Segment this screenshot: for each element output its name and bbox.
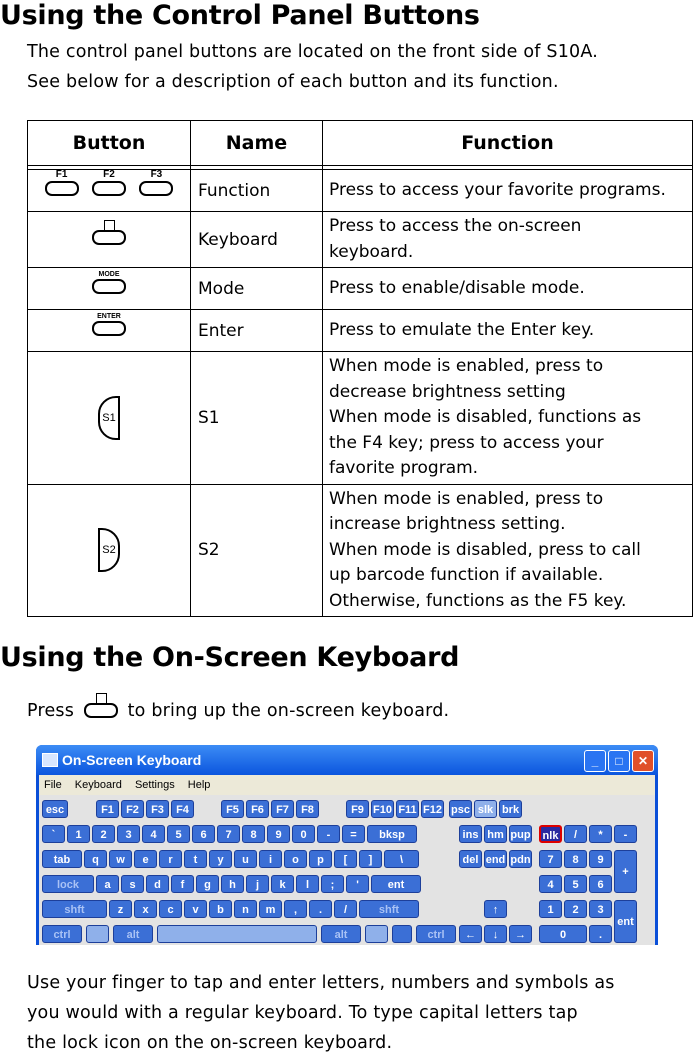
osk-key[interactable]: F4 <box>171 800 194 818</box>
osk-key[interactable]: ent <box>614 900 637 943</box>
osk-key[interactable]: 8 <box>242 825 265 843</box>
osk-key[interactable]: F12 <box>421 800 444 818</box>
intro-line-1: The control panel buttons are located on the front side of S10A. <box>27 42 599 62</box>
table-row <box>28 170 693 212</box>
osk-key[interactable]: x <box>134 900 157 918</box>
osk-key[interactable]: nlk <box>539 825 562 843</box>
osk-key[interactable]: F7 <box>271 800 294 818</box>
osk-key[interactable]: ctrl <box>42 925 82 943</box>
header-name: Name <box>191 121 323 166</box>
header-function: Function <box>323 121 693 166</box>
osk-key[interactable]: shft <box>42 900 107 918</box>
table-row <box>28 310 693 352</box>
row-function: Press to access the on-screen keyboard. <box>323 212 693 268</box>
buttons-table <box>27 120 693 617</box>
osk-key[interactable]: F8 <box>296 800 319 818</box>
osk-key[interactable]: psc <box>449 800 472 818</box>
intro-line-2: See below for a description of each button and its function. <box>27 72 559 92</box>
row-name: Mode <box>191 268 323 310</box>
osk-key[interactable]: e <box>134 850 157 868</box>
osk-key[interactable]: tab <box>42 850 82 868</box>
osk-key[interactable]: 9 <box>589 850 612 868</box>
osk-key[interactable]: i <box>259 850 282 868</box>
osk-key[interactable]: / <box>334 900 357 918</box>
osk-key[interactable]: - <box>614 825 637 843</box>
osk-key[interactable]: [ <box>334 850 357 868</box>
menu-help[interactable]: Help <box>187 779 211 791</box>
osk-key[interactable]: ctrl <box>416 925 456 943</box>
osk-key[interactable]: slk <box>474 800 497 818</box>
outro-line-2: you would with a regular keyboard. To type capital letters tap <box>27 1003 578 1023</box>
osk-key[interactable]: g <box>196 875 219 893</box>
osk-key[interactable]: , <box>284 900 307 918</box>
osk-key[interactable]: esc <box>42 800 68 818</box>
row-function: When mode is enabled, press to decrease brightness setting When mode is disabled, functions as the F4 key; press to access your favorite program. <box>323 352 693 485</box>
osk-key[interactable]: m <box>259 900 282 918</box>
keyboard-app-icon <box>42 753 58 767</box>
row-name: S1 <box>191 352 323 485</box>
osk-key[interactable]: alt <box>321 925 361 943</box>
osk-key[interactable]: pup <box>509 825 532 843</box>
osk-key[interactable] <box>86 925 109 943</box>
outro-line-3: the lock icon on the on-screen keyboard. <box>27 1033 393 1053</box>
osk-key[interactable]: n <box>234 900 257 918</box>
osk-key[interactable]: . <box>309 900 332 918</box>
osk-key[interactable]: l <box>296 875 319 893</box>
osk-key[interactable]: p <box>309 850 332 868</box>
row-function: Press to access your favorite programs. <box>323 170 693 212</box>
osk-key[interactable]: ent <box>371 875 421 893</box>
osk-key[interactable]: w <box>109 850 132 868</box>
section-title-on-screen-keyboard: Using the On-Screen Keyboard <box>0 642 460 673</box>
row-function: Press to enable/disable mode. <box>323 268 693 310</box>
osk-key[interactable]: = <box>342 825 365 843</box>
osk-key[interactable]: end <box>484 850 507 868</box>
osk-key[interactable]: \ <box>384 850 419 868</box>
osk-key[interactable]: z <box>109 900 132 918</box>
table-header <box>28 121 693 166</box>
osk-key[interactable]: lock <box>42 875 94 893</box>
osk-key[interactable]: 1 <box>539 900 562 918</box>
osk-key[interactable]: 1 <box>67 825 90 843</box>
osk-key[interactable]: F1 <box>96 800 119 818</box>
osk-key[interactable]: v <box>184 900 207 918</box>
osk-key[interactable]: 0 <box>539 925 587 943</box>
osk-key[interactable]: ; <box>321 875 344 893</box>
osk-key[interactable]: 8 <box>564 850 587 868</box>
function-keys-icon: F1 F2 F3 <box>28 170 191 212</box>
osk-key[interactable]: 2 <box>564 900 587 918</box>
osk-key[interactable]: / <box>564 825 587 843</box>
osk-key[interactable]: shft <box>359 900 419 918</box>
osk-key[interactable]: F6 <box>246 800 269 818</box>
osk-key[interactable]: ← <box>459 925 482 943</box>
section-title-control-panel: Using the Control Panel Buttons <box>0 0 480 31</box>
osk-key[interactable]: alt <box>113 925 153 943</box>
intro-text <box>27 37 598 97</box>
osk-key[interactable]: ↑ <box>484 900 507 918</box>
row-function: Press to emulate the Enter key. <box>323 310 693 352</box>
enter-button-icon: ENTER <box>92 321 126 336</box>
keyboard-button-icon <box>84 703 118 718</box>
menu-file[interactable]: File <box>44 779 62 791</box>
row-name: Function <box>191 170 323 212</box>
minimize-button[interactable]: _ <box>584 750 606 772</box>
osk-key[interactable]: j <box>246 875 269 893</box>
osk-key[interactable]: q <box>84 850 107 868</box>
osk-key[interactable]: 7 <box>539 850 562 868</box>
outro-line-1: Use your finger to tap and enter letters, numbers and symbols as <box>27 973 615 993</box>
close-button[interactable]: ✕ <box>632 750 654 772</box>
keyboard-keys <box>39 795 655 945</box>
menu-keyboard[interactable]: Keyboard <box>74 779 122 791</box>
osk-key[interactable]: 5 <box>167 825 190 843</box>
osk-key[interactable]: bksp <box>367 825 417 843</box>
osk-key[interactable]: pdn <box>509 850 532 868</box>
osk-key[interactable]: * <box>589 825 612 843</box>
mode-button-icon: MODE <box>92 279 126 294</box>
osk-key[interactable]: 6 <box>589 875 612 893</box>
osk-key[interactable]: u <box>234 850 257 868</box>
osk-key[interactable]: 6 <box>192 825 215 843</box>
outro-text <box>27 968 615 1058</box>
osk-key[interactable]: - <box>317 825 340 843</box>
osk-key[interactable]: o <box>284 850 307 868</box>
osk-key[interactable]: F2 <box>121 800 144 818</box>
osk-key[interactable]: F11 <box>396 800 419 818</box>
osk-key[interactable] <box>392 925 412 943</box>
osk-key[interactable]: 4 <box>539 875 562 893</box>
osk-key[interactable]: ` <box>42 825 65 843</box>
osk-key[interactable]: h <box>221 875 244 893</box>
osk-key[interactable]: hm <box>484 825 507 843</box>
osk-key[interactable]: c <box>159 900 182 918</box>
menu-bar <box>39 775 655 795</box>
osk-key[interactable]: F9 <box>346 800 369 818</box>
on-screen-keyboard-window[interactable] <box>36 745 658 945</box>
osk-key[interactable]: F10 <box>371 800 394 818</box>
osk-key[interactable]: 3 <box>589 900 612 918</box>
osk-key[interactable]: 2 <box>92 825 115 843</box>
table-row <box>28 484 693 617</box>
s1-button-icon: S1 <box>98 396 120 440</box>
row-function: When mode is enabled, press to increase brightness setting. When mode is disabled, press to call up barcode function if available. Otherwise, functions as the F5 key. <box>323 484 693 617</box>
osk-key[interactable]: 3 <box>117 825 140 843</box>
osk-key[interactable]: 7 <box>217 825 240 843</box>
osk-key[interactable]: ↓ <box>484 925 507 943</box>
menu-settings[interactable]: Settings <box>134 779 175 791</box>
maximize-button[interactable]: □ <box>608 750 630 772</box>
osk-key[interactable] <box>365 925 388 943</box>
osk-key[interactable]: 4 <box>142 825 165 843</box>
osk-key[interactable]: d <box>146 875 169 893</box>
osk-key[interactable]: r <box>159 850 182 868</box>
row-name: Keyboard <box>191 212 323 268</box>
header-button: Button <box>28 121 191 166</box>
osk-key[interactable]: . <box>589 925 612 943</box>
row-name: Enter <box>191 310 323 352</box>
osk-key[interactable]: del <box>459 850 482 868</box>
press-text: Press to bring up the on-screen keyboard. <box>27 696 449 726</box>
osk-key[interactable]: 0 <box>292 825 315 843</box>
osk-key[interactable]: f <box>171 875 194 893</box>
s2-button-icon: S2 <box>98 528 120 572</box>
osk-key[interactable]: F5 <box>221 800 244 818</box>
osk-key[interactable]: 5 <box>564 875 587 893</box>
row-name: S2 <box>191 484 323 617</box>
osk-key[interactable]: a <box>96 875 119 893</box>
osk-key[interactable]: y <box>209 850 232 868</box>
osk-key[interactable] <box>157 925 317 943</box>
osk-key[interactable]: ins <box>459 825 482 843</box>
table-row <box>28 268 693 310</box>
osk-key[interactable]: 9 <box>267 825 290 843</box>
table-row <box>28 352 693 485</box>
table-row <box>28 212 693 268</box>
window-titlebar[interactable] <box>36 745 658 775</box>
osk-key[interactable]: brk <box>499 800 522 818</box>
osk-key[interactable]: b <box>209 900 232 918</box>
osk-key[interactable]: ' <box>346 875 369 893</box>
window-title: On-Screen Keyboard <box>62 752 202 768</box>
osk-key[interactable]: t <box>184 850 207 868</box>
osk-key[interactable]: → <box>509 925 532 943</box>
osk-key[interactable]: F3 <box>146 800 169 818</box>
osk-key[interactable]: k <box>271 875 294 893</box>
keyboard-button-icon <box>92 230 126 245</box>
osk-key[interactable]: s <box>121 875 144 893</box>
osk-key[interactable]: ] <box>359 850 382 868</box>
osk-key[interactable]: + <box>614 850 637 893</box>
